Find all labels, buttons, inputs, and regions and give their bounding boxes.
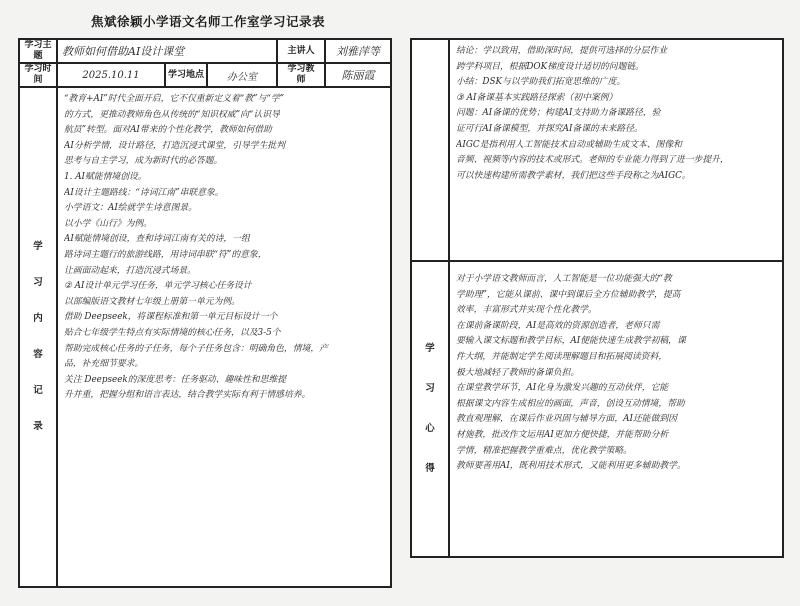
handwritten-line: “教育+AI”时代全面开启，它不仅重新定义着“教”与“学” <box>64 94 285 104</box>
content-continuation-margin <box>411 39 449 261</box>
handwritten-line: 问题：AI备课的优势；构建AI支持助力备课路径，验 <box>456 108 661 119</box>
handwritten-line: 以部编版语文教材七年级上册第一单元为例。 <box>64 296 240 307</box>
handwritten-line: 路诗词主题行的旅游线路，用诗词串联“符”的意象， <box>64 249 267 260</box>
handwritten-line: 教直观理解，在课后作业巩固与辅导方面，AI还能做到因 <box>456 414 677 425</box>
handwritten-line: 学情，精准把握教学重难点，优化教学策略。 <box>456 445 632 456</box>
label-time: 学习时 间 <box>19 63 57 87</box>
record-table-1 <box>18 38 392 588</box>
handwritten-line: 根据课文内容生成相应的画面，声音，创设互动情境，帮助 <box>456 398 685 409</box>
handwritten-line: 品，补充细节要求。 <box>64 359 144 370</box>
content-continuation-area <box>449 39 783 261</box>
label-place: 学习地点 <box>165 63 207 87</box>
value-speaker: 刘雅萍等 <box>325 39 391 63</box>
record-table-2 <box>410 38 784 558</box>
label-topic: 学习主 题 <box>19 39 57 63</box>
handwritten-line: 让画面动起来，打造沉浸式场景。 <box>64 265 196 276</box>
value-place: 办公室 <box>207 63 277 87</box>
handwritten-line: ③ AI备课基本实践路径探索（初中案例） <box>456 92 618 103</box>
value-teacher: 陈丽霞 <box>325 63 391 87</box>
handwritten-line: 的方式，更推动教师角色从传统的“知识权威”向“认识导 <box>64 109 280 120</box>
value-topic: 教师如何借助AI设计课堂 <box>57 39 277 63</box>
handwritten-line: 以小学《山行》为例。 <box>64 218 152 229</box>
handwritten-line: 1. AI赋能情境创设。 <box>64 171 147 182</box>
handwritten-line: 材施教，批改作文运用AI更加方便快捷，并能帮助分析 <box>456 429 669 440</box>
handwritten-line: AI分析学情，设计路径，打造沉浸式课堂，引导学生批判 <box>64 140 285 151</box>
handwritten-line: 跨学科项目，根据DOK梯度设计适切的问题链。 <box>456 61 644 72</box>
handwritten-line: 结论：学以致用，借助深时间，提供可选择的分层作业 <box>456 46 668 56</box>
handwritten-line: 升并重，把握分组和语言表达，结合教学实际有利于情感培养。 <box>64 390 311 401</box>
handwritten-line: 可以快速构建所需教学素材，我们把这些手段称之为AIGC。 <box>456 170 691 181</box>
handwritten-line: 证可行AI备课模型，并探究AI备课的未来路径。 <box>456 123 643 134</box>
handwritten-line: 极大地减轻了教师的备课负担。 <box>456 367 580 378</box>
handwritten-line: ② AI设计单元学习任务，单元学习核心任务设计 <box>64 281 252 292</box>
handwritten-line: 借助 Deepseek，将课程标准和第一单元目标设计一个 <box>64 312 278 323</box>
handwritten-line: 要输入课文标题和教学目标，AI便能快速生成教学初稿，课 <box>456 336 686 347</box>
handwritten-line: 音频、视频等内容的技术或形式。老师的专业能力得到了进一步提升， <box>456 155 729 166</box>
insight-area <box>449 261 783 557</box>
handwritten-line: 学助理”，它能从课前、课中到课后全方位辅助教学，提高 <box>456 289 681 300</box>
record-sheet-page-1 <box>18 38 390 586</box>
handwritten-line: 航员”转型。面对AI带来的个性化教学，教师如何借助 <box>64 125 272 136</box>
handwritten-line: 小学语文：AI绘就学生诗意图景。 <box>64 203 197 214</box>
handwritten-line: 小结：DSK与以学助我们拓宽思维的广度。 <box>456 77 626 88</box>
record-sheet-page-2 <box>410 38 782 556</box>
label-speaker: 主讲人 <box>277 39 325 63</box>
handwritten-line: 件大纲，并能制定学生阅读理解题目和拓展阅读资料， <box>456 351 668 362</box>
handwritten-line: AI赋能情境创设，查和诗词江南有关的诗，一组 <box>64 234 250 245</box>
handwritten-line: 关注 Deepseek的深度思考：任务驱动、趣味性和思维提 <box>64 374 287 385</box>
label-content-record: 学 习 内 容 记 录 <box>19 87 57 587</box>
label-insight: 学 习 心 得 <box>411 261 449 557</box>
page-title: 焦斌徐颖小学语文名师工作室学习记录表 <box>90 14 325 29</box>
handwritten-line: AIGC是指利用人工智能技术自动或辅助生成文本、图像和 <box>456 139 682 150</box>
handwritten-line: 效率，丰富形式并实现个性化教学。 <box>456 305 597 316</box>
content-record-area <box>57 87 391 587</box>
value-time: 2025.10.11 <box>57 63 165 87</box>
handwritten-line: 对于小学语文教师而言，人工智能是一位功能强大的“教 <box>456 274 672 284</box>
handwritten-line: 教师要善用AI，既利用技术形式，又能利用更多辅助教学。 <box>456 461 686 472</box>
handwritten-line: 帮助完成核心任务的子任务，每个子任务包含：明确角色，情境，产 <box>64 343 328 354</box>
label-teacher: 学习教 师 <box>277 63 325 87</box>
handwritten-line: 在课堂教学环节，AI化身为激发兴趣的互动伙伴，它能 <box>456 383 669 394</box>
handwritten-line: 在课前备课阶段，AI是高效的资源创造者，老师只需 <box>456 320 660 331</box>
handwritten-line: 思考与自主学习，成为新时代的必答题。 <box>64 156 223 167</box>
handwritten-line: 贴合七年级学生特点有实际情境的核心任务，以及3-5个 <box>64 327 281 338</box>
handwritten-line: AI设计主题路线：“诗词江南”串联意象。 <box>64 187 224 198</box>
